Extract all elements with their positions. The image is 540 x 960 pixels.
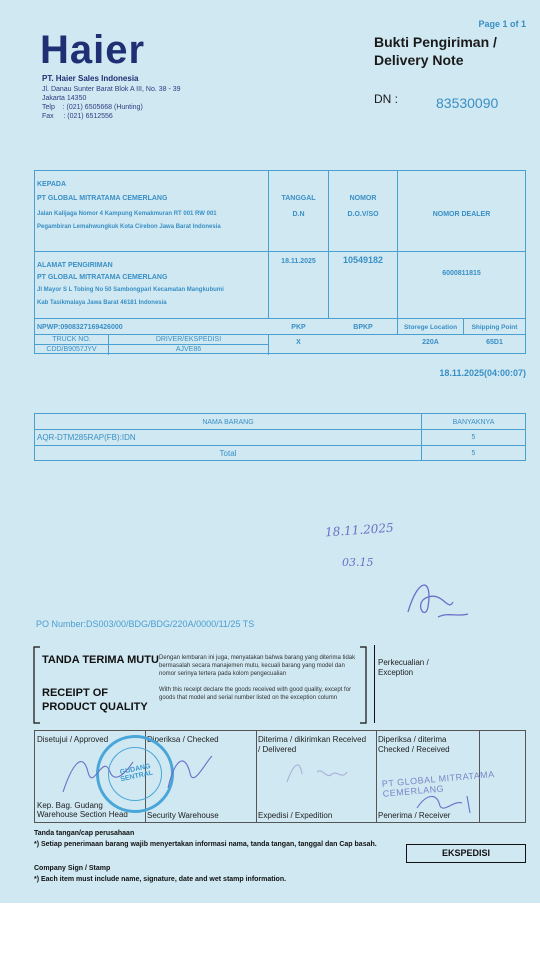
npwp: NPWP:0908327169426000 xyxy=(37,324,123,331)
receipt-title-en: RECEIPT OF PRODUCT QUALITY xyxy=(42,687,148,713)
print-timestamp: 18.11.2025(04:00:07) xyxy=(439,368,526,378)
right-bracket xyxy=(358,646,368,724)
dealer-label: NOMOR DEALER xyxy=(432,211,491,218)
receipt-text-en: With this receipt declare the goods received with good quality, except for goods that model and serial number listed on the exception column xyxy=(159,687,351,701)
page-indicator: Page 1 of 1 xyxy=(478,19,526,29)
approved-label: Disetujui / Approved xyxy=(37,735,109,744)
shipment-table xyxy=(34,170,526,354)
security-label: Security Warehouse xyxy=(147,811,219,820)
dn-label: DN : xyxy=(374,92,398,106)
tanggal-sub: D.N xyxy=(292,211,305,218)
approver-signature xyxy=(48,742,148,802)
dn-number: 83530090 xyxy=(436,95,499,111)
nomor-sub: D.O.V/SO xyxy=(347,211,379,218)
pkp-value: X xyxy=(296,339,301,346)
document-title xyxy=(374,33,497,69)
alamat-name: PT GLOBAL MITRATAMA CEMERLANG xyxy=(37,274,168,281)
checked-label: Diperiksa / Checked xyxy=(147,735,219,744)
expedition-label: Expedisi / Expedition xyxy=(258,811,333,820)
haier-logo: Haier xyxy=(40,28,146,72)
company-name: PT. Haier Sales Indonesia xyxy=(42,74,139,83)
nomor-value: 10549182 xyxy=(342,255,384,265)
stamp-text: GUDANG SENTRAL xyxy=(119,762,154,784)
alamat-address-2: Kab Tasikmalaya Jawa Barat 46181 Indonesia xyxy=(37,300,167,306)
po-number: PO Number:DS003/00/BDG/BDG/220A/0000/11/25 TS xyxy=(36,619,255,629)
expedition-signature xyxy=(282,752,362,792)
truck-label: TRUCK NO. xyxy=(52,336,91,343)
delivered-label: Diterima / dikirimkan Received / Delivered xyxy=(258,735,367,754)
stamp-note-id-detail: *) Setiap penerimaan barang wajib menyertakan informasi nama, tanda tangan, tanggal dan Cap basah. xyxy=(34,841,377,848)
item-name: AQR-DTM285RAP(FB):IDN xyxy=(37,433,136,442)
left-bracket xyxy=(32,646,42,724)
item-qty: 5 xyxy=(471,434,476,441)
shipping-label: Shipping Point xyxy=(471,324,518,331)
company-address: Jl. Danau Sunter Barat Blok A III, No. 38 - 39 Jakarta 14350 Telp : (021) 6505668 (Hunting) Fax : (021) 6512556 xyxy=(42,86,181,120)
title-line-1: Bukti Pengiriman / xyxy=(374,34,497,50)
total-label: Total xyxy=(219,449,237,458)
alamat-label: ALAMAT PENGIRIMAN xyxy=(37,262,113,269)
kepada-name: PT GLOBAL MITRATAMA CEMERLANG xyxy=(37,195,168,202)
alamat-address-1: Jl Mayor S L Tobing No 50 Sambongpari Kecamatan Mangkubumi xyxy=(37,287,224,293)
ekspedisi-box: EKSPEDISI xyxy=(406,844,526,863)
warehouse-head-label: Kep. Bag. Gudang Warehouse Section Head xyxy=(37,801,128,819)
checked-received-label: Diperiksa / diterima Checked / Received xyxy=(378,735,450,754)
total-value: 5 xyxy=(471,450,476,457)
kepada-address-1: Jalan Kalijaga Nomor 4 Kampung Kemakmuran RT 001 RW 001 xyxy=(37,211,217,217)
bpkp-label: BPKP xyxy=(353,324,373,331)
receipt-text-id: Dengan lembaran ini juga, menyatakan bahwa barang yang diterima tidak bermasalah secara manajemen mutu, kecuali barang yang model dan nomor serinya tertera pada kolom pengecualian xyxy=(159,655,356,677)
kepada-address-2: Pegambiran Lemahwungkuk Kota Cirebon Jawa Barat Indonesia xyxy=(37,224,221,230)
checker-signature xyxy=(160,748,220,798)
truck-value: CDD/B9057JYV xyxy=(46,346,97,353)
pkp-label: PKP xyxy=(291,324,306,331)
shipping-value: 65D1 xyxy=(486,339,503,346)
date-value: 18.11.2025 xyxy=(281,258,316,265)
handwritten-signature xyxy=(398,572,478,630)
handwritten-time: 03.15 xyxy=(342,556,374,569)
stamp-note-en: Company Sign / Stamp xyxy=(34,865,111,872)
receiver-label: Penerima / Receiver xyxy=(378,811,451,820)
handwritten-date: 18.11.2025 xyxy=(324,520,395,540)
receipt-title-id: TANDA TERIMA MUTU xyxy=(42,654,159,666)
items-table xyxy=(34,413,526,461)
driver-value: AJVE86 xyxy=(175,346,202,353)
storage-value: 220A xyxy=(422,339,439,346)
col-nama-barang: NAMA BARANG xyxy=(202,419,254,426)
company-stamp: PT GLOBAL MITRATAMA CEMERLANG xyxy=(381,769,495,799)
stamp-note-en-detail: *) Each item must include name, signature, date and wet stamp information. xyxy=(34,876,287,883)
dealer-value: 6000811815 xyxy=(442,270,481,277)
nomor-label: NOMOR xyxy=(349,195,377,202)
kepada-label: KEPADA xyxy=(37,181,67,188)
col-banyaknya: BANYAKNYA xyxy=(452,419,495,426)
receiver-signature xyxy=(412,788,482,818)
tanggal-label: TANGGAL xyxy=(281,195,316,202)
exception-label: Perkecualian / Exception xyxy=(378,658,429,677)
stamp-note-id: Tanda tangan/cap perusahaan xyxy=(34,830,135,837)
driver-label: DRIVER/EKSPEDISI xyxy=(155,336,222,343)
storage-label: Storege Location xyxy=(403,324,458,331)
title-line-2: Delivery Note xyxy=(374,52,464,68)
